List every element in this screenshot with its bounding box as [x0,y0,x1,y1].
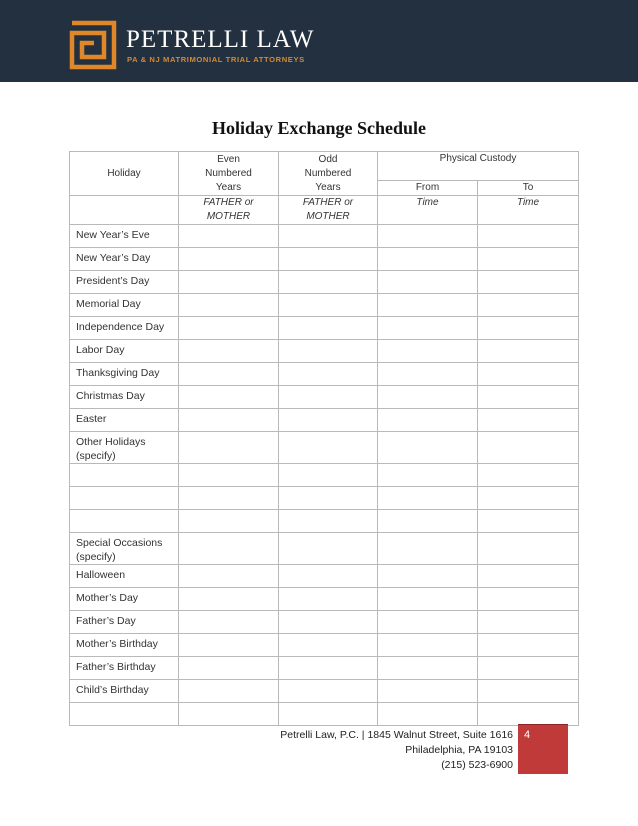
to-time-cell[interactable] [478,248,579,271]
page-title: Holiday Exchange Schedule [211,118,427,138]
odd-years-cell[interactable] [279,657,378,680]
odd-years-cell[interactable] [279,386,378,409]
table-row [70,432,579,464]
odd-years-cell[interactable] [279,611,378,634]
to-time-cell[interactable] [478,464,579,487]
holiday-schedule-table [69,151,579,726]
holiday-label: New Year’s Eve [70,225,179,248]
holiday-label: Thanksgiving Day [70,363,179,386]
even-years-cell[interactable] [179,340,279,363]
table-row [70,510,579,533]
holiday-label: Memorial Day [70,294,179,317]
from-time-cell[interactable] [378,487,478,510]
table-row [70,588,579,611]
table-row [70,464,579,487]
header-to: To [478,181,579,196]
holiday-label: Easter [70,409,179,432]
odd-years-cell[interactable] [279,510,378,533]
even-years-cell[interactable] [179,409,279,432]
header-even-years: Even Numbered Years [179,152,279,196]
firm-tagline: PA & NJ MATRIMONIAL TRIAL ATTORNEYS [127,55,305,64]
to-time-cell[interactable] [478,680,579,703]
footer-line-2: Philadelphia, PA 19103 [405,744,513,756]
holiday-label: Halloween [70,565,179,588]
even-years-cell[interactable] [179,588,279,611]
from-time-cell[interactable] [378,680,478,703]
even-years-cell[interactable] [179,363,279,386]
holiday-label: New Year’s Day [70,248,179,271]
from-time-cell[interactable] [378,657,478,680]
from-time-cell[interactable] [378,271,478,294]
holiday-label [70,703,179,726]
to-time-cell[interactable] [478,340,579,363]
header-odd-years: Odd Numbered Years [279,152,378,196]
odd-years-cell[interactable] [279,432,378,464]
odd-years-cell[interactable] [279,634,378,657]
holiday-label: Father’s Day [70,611,179,634]
even-years-cell[interactable] [179,487,279,510]
odd-years-cell[interactable] [279,703,378,726]
letterhead-banner [0,0,638,82]
odd-years-cell[interactable] [279,248,378,271]
to-time-cell[interactable] [478,487,579,510]
table-row [70,294,579,317]
even-years-cell[interactable] [179,386,279,409]
petrelli-law-logo-icon [69,20,117,70]
table-row [70,634,579,657]
holiday-label: Labor Day [70,340,179,363]
table-row [70,487,579,510]
from-time-cell[interactable] [378,317,478,340]
to-time-cell[interactable] [478,657,579,680]
table-row [70,657,579,680]
from-time-cell[interactable] [378,248,478,271]
footer-address [280,728,513,773]
odd-years-cell[interactable] [279,588,378,611]
to-time-cell[interactable] [478,611,579,634]
odd-years-cell[interactable] [279,340,378,363]
from-time-cell[interactable] [378,634,478,657]
holiday-label: Child’s Birthday [70,680,179,703]
holiday-label: President’s Day [70,271,179,294]
instruction-even-parent: FATHER or MOTHER [179,196,279,225]
even-years-cell[interactable] [179,225,279,248]
odd-years-cell[interactable] [279,271,378,294]
even-years-cell[interactable] [179,464,279,487]
from-time-cell[interactable] [378,294,478,317]
to-time-cell[interactable] [478,533,579,565]
holiday-label [70,487,179,510]
even-years-cell[interactable] [179,510,279,533]
even-years-cell[interactable] [179,317,279,340]
holiday-label [70,510,179,533]
table-row [70,386,579,409]
odd-years-cell[interactable] [279,363,378,386]
from-time-cell[interactable] [378,565,478,588]
to-time-cell[interactable] [478,565,579,588]
instruction-odd-parent: FATHER or MOTHER [279,196,378,225]
to-time-cell[interactable] [478,634,579,657]
odd-years-cell[interactable] [279,294,378,317]
from-time-cell[interactable] [378,588,478,611]
from-time-cell[interactable] [378,510,478,533]
from-time-cell[interactable] [378,225,478,248]
table-row [70,271,579,294]
holiday-label [70,464,179,487]
from-time-cell[interactable] [378,611,478,634]
from-time-cell[interactable] [378,386,478,409]
instruction-to-time: Time [478,196,579,225]
table-row [70,248,579,271]
odd-years-cell[interactable] [279,487,378,510]
odd-years-cell[interactable] [279,533,378,565]
holiday-label: Independence Day [70,317,179,340]
even-years-cell[interactable] [179,657,279,680]
holiday-label: Christmas Day [70,386,179,409]
holiday-label: Mother’s Birthday [70,634,179,657]
even-years-cell[interactable] [179,271,279,294]
table-header-row [70,152,579,181]
even-years-cell[interactable] [179,533,279,565]
page-number-box [518,724,568,774]
to-time-cell[interactable] [478,703,579,726]
header-from: From [378,181,478,196]
table-instruction-row [70,196,579,225]
from-time-cell[interactable] [378,363,478,386]
even-years-cell[interactable] [179,703,279,726]
odd-years-cell[interactable] [279,225,378,248]
holiday-label: Father’s Birthday [70,657,179,680]
holiday-label: Mother’s Day [70,588,179,611]
holiday-label: Special Occasions (specify) [70,533,179,565]
table-row [70,409,579,432]
odd-years-cell[interactable] [279,409,378,432]
from-time-cell[interactable] [378,409,478,432]
to-time-cell[interactable] [478,317,579,340]
table-row [70,340,579,363]
even-years-cell[interactable] [179,248,279,271]
page-box-divider [518,724,568,725]
firm-name: PETRELLI LAW [126,26,315,53]
to-time-cell[interactable] [478,363,579,386]
to-time-cell[interactable] [478,225,579,248]
odd-years-cell[interactable] [279,680,378,703]
footer-line-3: (215) 523-6900 [441,759,513,771]
table-row [70,703,579,726]
even-years-cell[interactable] [179,432,279,464]
table-row [70,565,579,588]
header-holiday: Holiday [70,152,179,196]
table-row [70,533,579,565]
instruction-from-time: Time [378,196,478,225]
odd-years-cell[interactable] [279,565,378,588]
from-time-cell[interactable] [378,703,478,726]
from-time-cell[interactable] [378,432,478,464]
to-time-cell[interactable] [478,294,579,317]
even-years-cell[interactable] [179,565,279,588]
from-time-cell[interactable] [378,464,478,487]
to-time-cell[interactable] [478,510,579,533]
odd-years-cell[interactable] [279,464,378,487]
table-row [70,225,579,248]
footer-line-1: Petrelli Law, P.C. | 1845 Walnut Street, Suite 1616 [280,729,513,741]
to-time-cell[interactable] [478,432,579,464]
even-years-cell[interactable] [179,680,279,703]
to-time-cell[interactable] [478,409,579,432]
table-row [70,363,579,386]
to-time-cell[interactable] [478,588,579,611]
even-years-cell[interactable] [179,634,279,657]
odd-years-cell[interactable] [279,317,378,340]
table-row [70,680,579,703]
even-years-cell[interactable] [179,294,279,317]
from-time-cell[interactable] [378,340,478,363]
page-number: 4 [524,729,531,741]
holiday-label: Other Holidays (specify) [70,432,179,464]
table-row [70,317,579,340]
even-years-cell[interactable] [179,611,279,634]
to-time-cell[interactable] [478,386,579,409]
to-time-cell[interactable] [478,271,579,294]
instruction-blank [70,196,179,225]
header-physical-custody: Physical Custody [378,152,579,181]
table-row [70,611,579,634]
from-time-cell[interactable] [378,533,478,565]
